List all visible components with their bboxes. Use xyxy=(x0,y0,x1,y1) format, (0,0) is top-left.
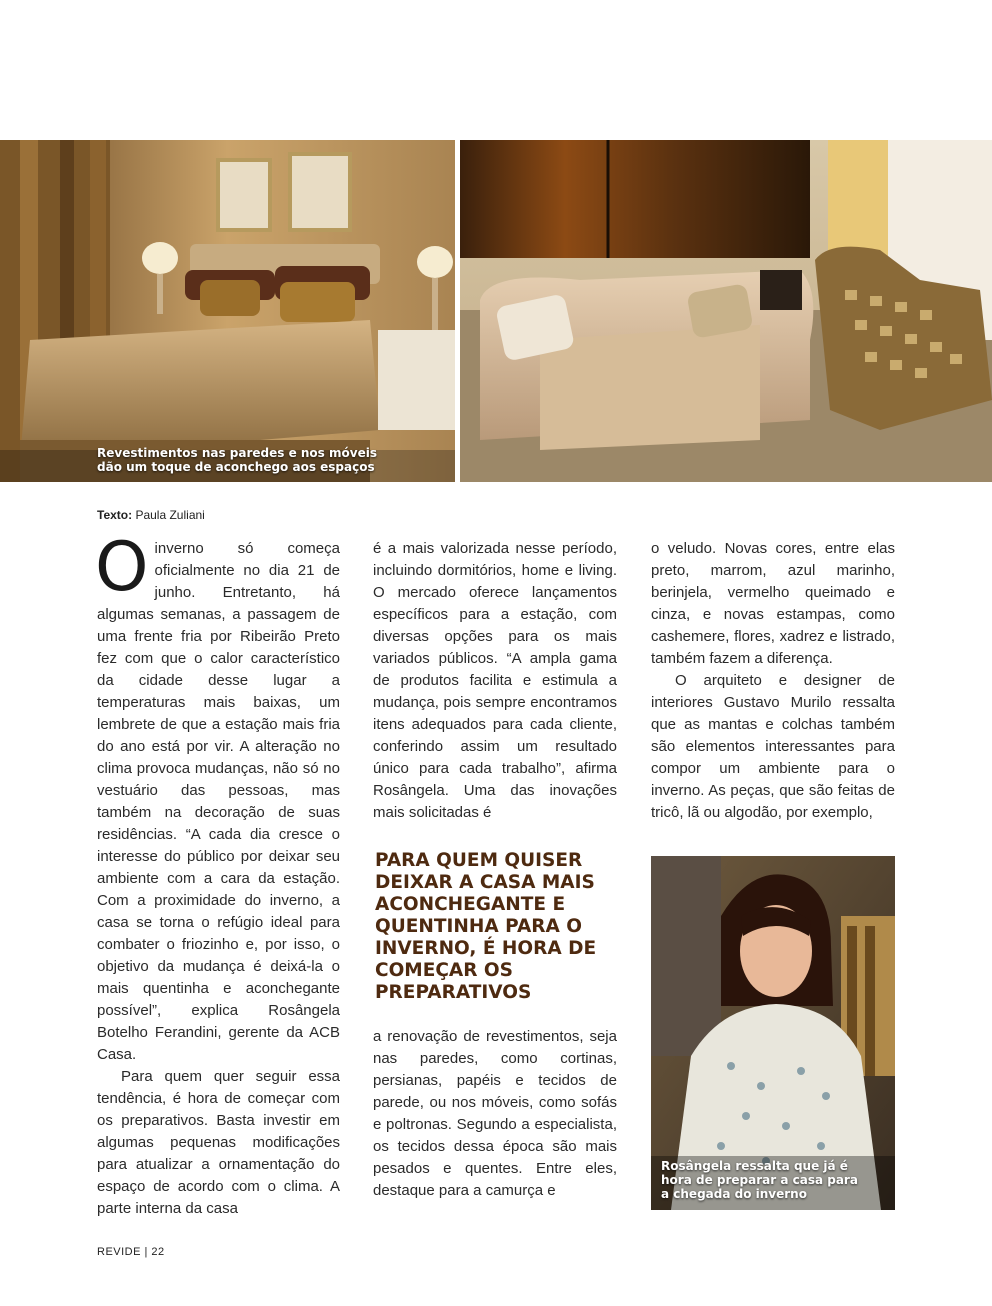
article-column-2-top xyxy=(373,538,617,824)
byline xyxy=(97,508,205,522)
portrait-caption-line3: a chegada do inverno xyxy=(661,1187,807,1201)
column1-paragraph-2: Para quem quer seguir essa tendência, é hora de começar com os preparativos. Basta investir em algumas pequenas modificações para atualizar a ornamentação do espaço de acordo com o clima. A parte interna da casa xyxy=(97,1068,340,1217)
portrait-caption-line2: hora de preparar a casa para xyxy=(661,1173,858,1187)
bedroom-caption xyxy=(97,446,377,474)
article-column-1 xyxy=(95,528,340,1220)
pull-quote: PARA QUEM QUISER DEIXAR A CASA MAIS ACONCHEGANTE E QUENTINHA PARA O INVERNO, É HORA DE COMEÇAR OS PREPARATIVOS xyxy=(375,850,597,1003)
portrait-photo xyxy=(651,856,895,1210)
bedroom-photo xyxy=(0,140,455,482)
article-column-2-bottom xyxy=(373,1026,617,1202)
byline-label: Texto: xyxy=(97,508,133,522)
column2-top-text: é a mais valorizada nesse período, incluindo dormitórios, home e living. O mercado oferece lançamentos específicos para a estação, com diversas opções para os mais variados públicos. “A ampla gama de produtos facilita e estimula a mudança, pois sempre encontramos itens adequados para cada cliente, conferindo assim um resultado único para cada trabalho”, afirma Rosângela. Uma das inovações mais solicitadas é xyxy=(373,540,617,821)
article-column-3 xyxy=(651,538,895,824)
column1-paragraph-1-text: inverno só começa oficialmente no dia 21 de junho. Entretanto, há algumas semanas, a passagem de uma frente fria por Ribeirão Preto fez com que o calor característico da cidade desse lugar a temperaturas mais baixas, um lembrete de que a estação mais fria do ano está por vir. A alteração no clima provoca mudanças, não só no vestuário das pessoas, mas também na decoração de suas residências. “A cada dia cresce o interesse do público por deixar seu ambiente com a cara da estação. Com a proximidade do inverno, a casa se torna o refúgio ideal para combater o friozinho e, por isso, o objetivo da mudança é deixá-la o mais quentinha e aconchegante possível”, explica Rosângela Botelho Ferandini, gerente da ACB Casa. xyxy=(97,540,340,1063)
portrait-caption xyxy=(661,1159,858,1201)
column3-paragraph-2: O arquiteto e designer de interiores Gustavo Murilo ressalta que as mantas e colchas também são elementos interessantes para compor um ambiente para o inverno. As peças, que são feitas de tricô, lã ou algodão, por exemplo, xyxy=(651,672,895,821)
column1-paragraph-1 xyxy=(95,528,340,1066)
page-folio: REVIDE | 22 xyxy=(97,1246,165,1258)
column3-paragraph-1: o veludo. Novas cores, entre elas preto, marrom, azul marinho, berinjela, vermelho queimado e cinza, e novas estampas, como cashemere, flores, xadrez e listrado, também fazem a diferença. xyxy=(651,540,895,667)
dropcap: O xyxy=(95,528,149,607)
bedroom-caption-line1: Revestimentos nas paredes e nos móveis xyxy=(97,446,377,460)
column2-bottom-text: a renovação de revestimentos, seja nas paredes, como cortinas, persianas, papéis e tecidos de parede, ou nos móveis, como sofás e poltronas. Segundo a especialista, os tecidos dessa época são mais pesados e quentes. Entre eles, destaque para a camurça e xyxy=(373,1028,617,1199)
portrait-caption-line1: Rosângela ressalta que já é xyxy=(661,1159,848,1173)
living-room-photo xyxy=(460,140,992,482)
bedroom-caption-line2: dão um toque de aconchego aos espaços xyxy=(97,460,375,474)
byline-author: Paula Zuliani xyxy=(135,508,205,522)
